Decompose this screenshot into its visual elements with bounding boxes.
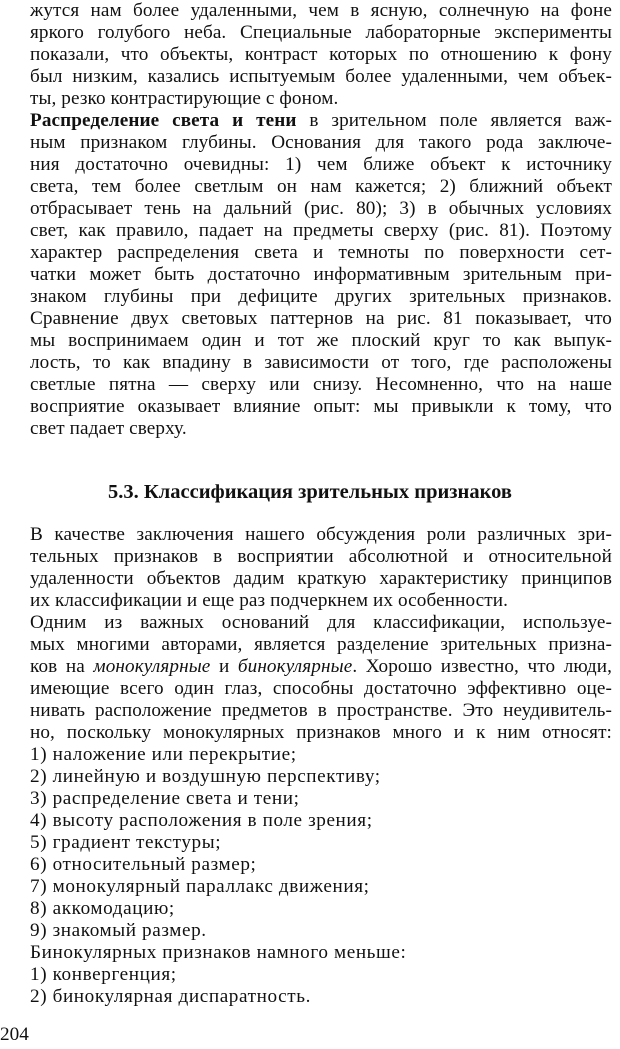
text-line: восприятие оказывает влияние опыт: мы привыкли к тому, что: [30, 396, 612, 417]
text-line: [30, 110, 612, 132]
text-line: но, поскольку монокулярных признаков много и к ним относят:: [30, 722, 612, 743]
text-line: яркого голубого неба. Специальные лабораторные эксперименты: [30, 22, 612, 43]
list-item: 8) аккомодацию;: [30, 898, 175, 919]
text-line: Сравнение двух световых паттернов на рис. 81 показывает, что: [30, 308, 612, 329]
text-line: светлые пятна — сверху или снизу. Несомненно, что на наше: [30, 374, 612, 395]
text-line: тельных признаков в восприятии абсолютной и относительной: [30, 546, 612, 567]
paragraph-contrast: [30, 0, 612, 110]
page-number: 204: [0, 1024, 29, 1045]
text-line: мы воспринимаем один и тот же плоский круг то как выпук-: [30, 330, 612, 351]
list-item: 9) знакомый размер.: [30, 920, 207, 941]
text-line: знаком глубины при дефиците других зрительных признаков.: [30, 286, 612, 307]
text-line: Одним из важных оснований для классификации, используе-: [30, 612, 612, 633]
text-line: показали, что объекты, контраст которых по отношению к фону: [30, 44, 612, 65]
text-line: удаленности объектов дадим краткую характеристику принципов: [30, 568, 612, 589]
paragraph-classification: [30, 612, 612, 744]
text-line: [30, 656, 612, 678]
bold-term: Распределение света и тени: [30, 110, 297, 131]
text-fragment: и: [210, 656, 238, 677]
text-line: жутся нам более удаленными, чем в ясную, солнечную на фоне: [30, 0, 612, 21]
list-item: 5) градиент текстуры;: [30, 832, 222, 853]
text-line: ты, резко контрастирующие с фоном.: [30, 88, 339, 109]
text-line: характер распределения света и темноты по поверхности сет-: [30, 242, 612, 263]
list-item: 2) линейную и воздушную перспективу;: [30, 766, 381, 787]
list-item: 6) относительный размер;: [30, 854, 257, 875]
text-line: их классификации и еще раз подчеркнем их особенности.: [30, 590, 508, 611]
list-item: 1) наложение или перекрытие;: [30, 744, 297, 765]
list-item: 2) бинокулярная диспаратность.: [30, 986, 311, 1007]
text-line: лость, то как впадину в зависимости от того, где расположены: [30, 352, 612, 373]
italic-term: бинокулярные: [237, 656, 353, 677]
text-line: мых многими авторами, является разделение зрительных призна-: [30, 634, 612, 655]
italic-term: монокулярные: [93, 656, 211, 677]
list-item: 7) монокулярный параллакс движения;: [30, 876, 370, 897]
list-item: 4) высоту расположения в поле зрения;: [30, 810, 373, 831]
text-line: свет, как правило, падает на предметы сверху (рис. 81). Поэтому: [30, 220, 612, 241]
text-line: ным признаком глубины. Основания для такого рода заключе-: [30, 132, 612, 153]
text-fragment: ков на: [30, 656, 94, 677]
text-line: имеющие всего один глаз, способны достаточно эффективно оце-: [30, 678, 612, 699]
list-item: 1) конвергенция;: [30, 964, 177, 985]
text-line: отбрасывает тень на дальний (рис. 80); 3) в обычных условиях: [30, 198, 612, 219]
text-line: был низким, казались испытуемым более удаленными, чем объек-: [30, 66, 612, 87]
text-line: нивать расположение предметов в пространстве. Это неудивитель-: [30, 700, 612, 721]
text-line: света, тем более светлым он нам кажется; 2) ближний объект: [30, 176, 612, 197]
binocular-intro: Бинокулярных признаков намного меньше:: [30, 942, 407, 963]
paragraph-light-shadow: [30, 110, 612, 440]
monocular-list: [30, 744, 612, 1008]
text-line: чатки может быть достаточно информативным зрительным при-: [30, 264, 612, 285]
text-line: ния достаточно очевидны: 1) чем ближе объект к источнику: [30, 154, 612, 175]
paragraph-intro: [30, 524, 612, 612]
section-heading: 5.3. Классификация зрительных признаков: [108, 481, 512, 503]
text-line: В качестве заключения нашего обсуждения роли различных зри-: [30, 524, 612, 545]
text-line: свет падает сверху.: [30, 418, 187, 439]
list-item: 3) распределение света и тени;: [30, 788, 300, 809]
text-fragment: в зрительном поле является важ-: [296, 110, 613, 131]
text-fragment: . Хорошо известно, что люди,: [352, 656, 612, 677]
